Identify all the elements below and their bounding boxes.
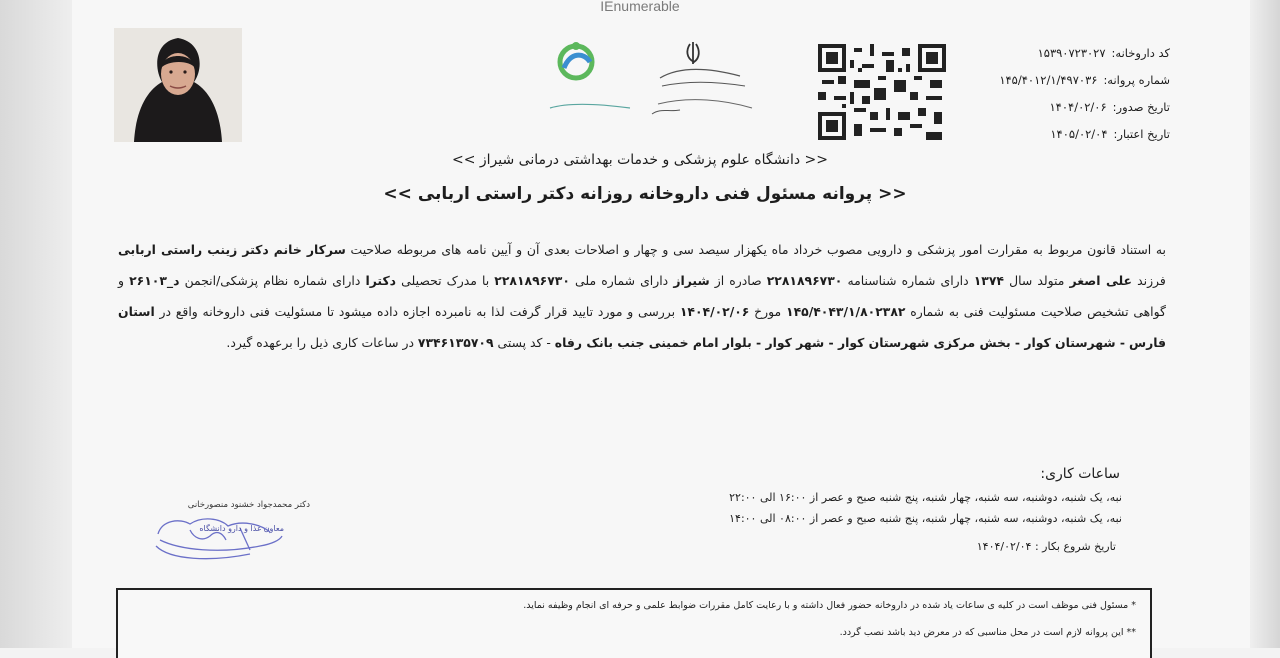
stamp-icon <box>150 510 290 562</box>
signatory-role: معاون غذا و دارو دانشگاه <box>199 524 284 533</box>
working-hours-title: ساعات کاری: <box>1040 466 1120 482</box>
body-text: صادره از <box>714 273 762 288</box>
national-id: ۲۲۸۱۸۹۶۷۳۰ <box>494 273 570 288</box>
note-display: ** این پروانه لازم است در محل مناسبی که در معرض دید باشد نصب گردد. <box>839 627 1136 638</box>
council-number: د_۲۶۱۰۳ <box>129 273 180 288</box>
ministry-emblem-icon <box>540 38 770 130</box>
id-number: ۲۲۸۱۸۹۶۷۳۰ <box>766 273 843 288</box>
working-hours-evening: نبه، یک شنبه، دوشنبه، سه شنبه، چهار شنبه، پنج شنبه صبح و عصر از ۱۶:۰۰ الی ۲۲:۰۰ <box>729 491 1122 504</box>
validity-date-row <box>960 121 1170 148</box>
body-intro: به استناد قانون مربوط به مقرارت امور پزشکی و دارویی مصوب خرداد ماه یکهزار سیصد سی و چهار و اصلاحات بعدی آن و آیین نامه های مربوطه صلاحیت <box>350 242 1166 257</box>
degree: دکترا <box>365 273 397 288</box>
working-hours-morning: نبه، یک شنبه، دوشنبه، سه شنبه، چهار شنبه، پنج شنبه صبح و عصر از ۰۸:۰۰ الی ۱۴:۰۰ <box>729 512 1122 525</box>
page-edge-left <box>0 0 72 648</box>
start-date-label: تاریخ شروع بکار : <box>1034 540 1116 553</box>
body-text: مورخ <box>754 304 782 319</box>
working-hours <box>470 487 1122 529</box>
license-number-value: ۱۴۵/۴۰۱۲/۱/۴۹۷۰۳۶ <box>999 73 1098 87</box>
note-attendance: * مسئول فنی موظف است در کلیه ی ساعات یاد شده در داروخانه حضور فعال داشته و با رعایت کامل مقررات ضوابط علمی و حرفه ای انجام وظیفه نماید. <box>523 600 1136 611</box>
page-edge-right <box>1250 0 1280 648</box>
body-text: با مدرک تحصیلی <box>401 273 490 288</box>
signature-block <box>120 500 310 562</box>
portrait-icon <box>114 28 242 142</box>
qr-code-icon <box>818 44 946 140</box>
pharmacy-code-row <box>960 40 1170 67</box>
body-text: فرزند <box>1137 273 1166 288</box>
body-text: بررسی و مورد تایید قرار گرفت لذا به نامبرده اجازه داده میشود تا مسئولیت فنی داروخانه واقع در <box>159 304 676 319</box>
issue-date-value: ۱۴۰۴/۰۲/۰۶ <box>1049 100 1107 114</box>
license-number-row <box>960 67 1170 94</box>
father-name: علی اصغر <box>1069 273 1133 288</box>
license-number-label: شماره پروانه: <box>1103 73 1170 87</box>
portrait-photo <box>114 28 242 142</box>
signatory-name: دکتر محمدجواد خشنود منصورخانی <box>187 500 310 510</box>
issue-date-label: تاریخ صدور: <box>1112 100 1170 114</box>
start-date <box>930 540 1116 553</box>
body-text: در ساعات کاری ذیل را برعهده گیرد. <box>226 335 414 350</box>
postal-code: ۷۳۴۶۱۳۵۷۰۹ <box>417 335 494 350</box>
birth-year: ۱۳۷۴ <box>973 273 1004 288</box>
body-text: دارای شماره شناسنامه <box>847 273 969 288</box>
certificate-number: ۱۴۵/۴۰۴۳/۱/۸۰۲۳۸۲ <box>786 304 906 319</box>
official-stamp <box>150 510 290 562</box>
license-body <box>118 234 1166 358</box>
body-text: و گواهی تشخیص صلاحیت مسئولیت فنی به شماره <box>118 273 1166 319</box>
license-title: << پروانه مسئول فنی داروخانه روزانه دکتر راستی اربابی >> <box>383 184 907 204</box>
pharmacy-address: - شهرستان کوار - بخش مرکزی شهرستان کوار - شهر کوار - بلوار امام خمینی جنب بانک رفاه <box>554 335 1126 350</box>
pharmacy-code-label: کد داروخانه: <box>1111 46 1170 60</box>
body-text: متولد سال <box>1009 273 1065 288</box>
license-meta <box>960 40 1170 148</box>
body-text: - کد پستی <box>497 335 551 350</box>
university-title: << دانشگاه علوم پزشکی و خدمات بهداشتی درمانی شیراز >> <box>451 152 829 168</box>
body-text: دارای شماره نظام پزشکی/انجمن <box>184 273 361 288</box>
holder-name: سرکار خانم دکتر زینب راستی اربابی <box>118 242 346 257</box>
body-text: دارای شماره ملی <box>575 273 669 288</box>
bleed-through-text: IEnumerable <box>600 0 680 14</box>
issue-date-row <box>960 94 1170 121</box>
certificate-date: ۱۴۰۴/۰۲/۰۶ <box>679 304 750 319</box>
issue-city: شیراز <box>673 273 710 288</box>
ministry-logos <box>540 38 770 130</box>
validity-date-label: تاریخ اعتبار: <box>1113 127 1170 141</box>
province: استان فارس <box>118 304 1166 350</box>
pharmacy-code-value: ۱۵۳۹۰۷۲۳۰۲۷ <box>1037 46 1106 60</box>
qr-code[interactable] <box>818 44 946 140</box>
start-date-value: ۱۴۰۴/۰۲/۰۴ <box>976 540 1032 553</box>
validity-date-value: ۱۴۰۵/۰۲/۰۴ <box>1050 127 1108 141</box>
